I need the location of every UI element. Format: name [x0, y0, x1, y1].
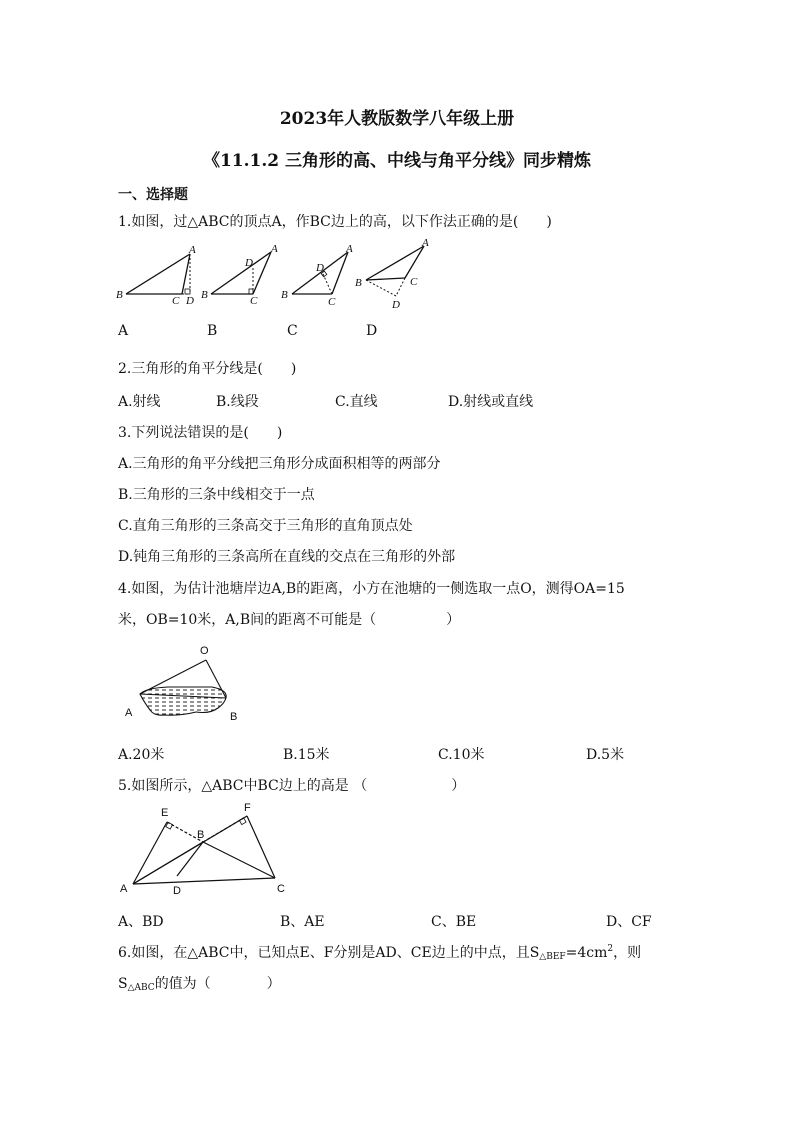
q4-label-o: O — [200, 645, 209, 657]
q4-option-d[interactable]: D.5米 — [586, 747, 625, 763]
q4-stem-line2: 米，OB=10米，A,B间的距离不可能是（ ） — [118, 612, 461, 628]
q5-option-c[interactable]: C、BE — [431, 914, 477, 930]
q1-figure-d — [352, 236, 442, 312]
q4-option-b[interactable]: B.15米 — [283, 747, 330, 763]
q5-option-a[interactable]: A、BD — [118, 914, 164, 930]
page-title: 2023年人教版数学八年级上册 — [279, 109, 515, 129]
q6-line2-rest: 的值为（ ） — [154, 976, 281, 992]
q5-stem: 5.如图所示，△ABC中BC边上的高是 （ ） — [118, 778, 466, 794]
q6-stem-part1: 6.如图，在△ABC中，已知点E、F分别是AD、CE边上的中点，且S — [118, 945, 540, 961]
q4-figure — [120, 640, 260, 730]
q2-option-d[interactable]: D.射线或直线 — [448, 394, 534, 410]
q1-figure-a — [116, 244, 200, 306]
q1d-label-c: C — [410, 276, 418, 288]
q3-option-b[interactable]: B.三角形的三条中线相交于一点 — [118, 487, 315, 503]
q1c-label-c: C — [328, 296, 336, 308]
q1c-label-d: D — [316, 262, 324, 274]
q5-label-a: A — [120, 883, 128, 895]
q1c-label-a: A — [346, 243, 353, 255]
q1a-label-d: D — [186, 295, 194, 307]
q6-stem-line1 — [118, 942, 641, 962]
q6-stem-part3: ，则 — [613, 945, 642, 961]
q5-option-b[interactable]: B、AE — [280, 914, 325, 930]
q1a-label-a: A — [189, 244, 196, 256]
q4-option-a[interactable]: A.20米 — [118, 747, 165, 763]
q6-stem-line2 — [118, 973, 281, 993]
q1a-label-c: C — [172, 295, 180, 307]
q4-option-c[interactable]: C.10米 — [438, 747, 485, 763]
q1-figure-b — [201, 244, 285, 306]
q3-option-c[interactable]: C.直角三角形的三条高交于三角形的直角顶点处 — [118, 518, 413, 534]
q6-stem-part2: =4cm — [565, 945, 608, 961]
q1b-label-b: B — [201, 289, 208, 301]
q1c-label-b: B — [281, 289, 288, 301]
q6-sup: 2 — [607, 944, 614, 954]
q2-option-c[interactable]: C.直线 — [335, 394, 378, 410]
q1-stem: 1.如图，过△ABC的顶点A，作BC边上的高，以下作法正确的是( ) — [118, 214, 552, 230]
q5-label-d: D — [173, 885, 181, 897]
q1d-label-b: B — [355, 277, 362, 289]
q1d-label-a: A — [422, 237, 429, 249]
q6-sub-abc: △ABC — [127, 983, 155, 993]
q5-label-f: F — [244, 802, 251, 814]
q3-stem: 3.下列说法错误的是( ) — [118, 425, 283, 441]
q4-label-a: A — [125, 707, 133, 719]
page-subtitle: 《11.1.2 三角形的高、中线与角平分线》同步精炼 — [202, 151, 592, 171]
q5-label-b: B — [197, 829, 205, 841]
q4-label-b: B — [230, 711, 238, 723]
q1-option-b[interactable]: B — [207, 323, 218, 339]
q3-option-d[interactable]: D.钝角三角形的三条高所在直线的交点在三角形的外部 — [118, 549, 456, 565]
q6-s: S — [118, 976, 128, 992]
q2-option-b[interactable]: B.线段 — [216, 394, 259, 410]
q1b-label-a: A — [271, 243, 278, 255]
q5-option-d[interactable]: D、CF — [606, 914, 652, 930]
q1d-label-d: D — [392, 299, 400, 311]
q1b-label-d: D — [245, 257, 253, 269]
q3-option-a[interactable]: A.三角形的角平分线把三角形分成面积相等的两部分 — [118, 456, 441, 472]
q4-stem-line1: 4.如图，为估计池塘岸边A,B的距离，小方在池塘的一侧选取一点O，测得OA=15 — [118, 581, 625, 597]
q5-label-c: C — [277, 883, 285, 895]
q5-figure — [115, 800, 300, 900]
q1-option-d[interactable]: D — [366, 323, 378, 339]
q1-option-a[interactable]: A — [118, 323, 129, 339]
section-heading: 一、选择题 — [118, 187, 188, 203]
q5-label-e: E — [161, 807, 169, 819]
q1a-label-b: B — [116, 289, 123, 301]
q1b-label-c: C — [250, 295, 258, 307]
q1-option-c[interactable]: C — [287, 323, 298, 339]
q2-option-a[interactable]: A.射线 — [118, 394, 161, 410]
q2-stem: 2.三角形的角平分线是( ) — [118, 361, 297, 377]
q6-sub-bef: △BEF — [539, 952, 566, 962]
